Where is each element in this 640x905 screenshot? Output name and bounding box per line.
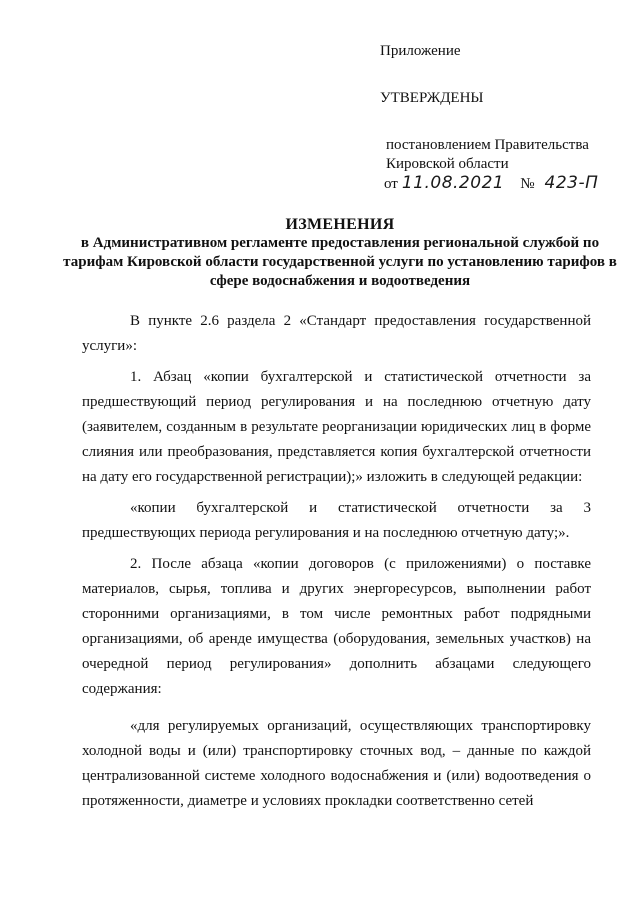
document-title: ИЗМЕНЕНИЯ [285, 216, 395, 233]
approved-label: УТВЕРЖДЕНЫ [380, 90, 484, 106]
approval-block [380, 42, 620, 194]
item-2-quote-paragraph: «для регулируемых организаций, осуществляющих транспортировку холодной воды и (или) транспортировку сточных вод, – данные по каждой централизованной системе холодного водоснабжения и (или) водоотведения о протяженности, диаметре и условиях прокладки соответственно сетей [82, 718, 591, 809]
appendix-label: Приложение [380, 43, 461, 59]
intro-paragraph: В пункте 2.6 раздела 2 «Стандарт предоставления государственной услуги»: [82, 313, 591, 354]
decree-date-number-line [384, 174, 620, 194]
handwritten-number: 423-П [544, 173, 599, 193]
decree-line: постановлением Правительства [386, 137, 589, 153]
document-body [82, 309, 591, 814]
item-1-quote-paragraph: «копии бухгалтерской и статистической отчетности за 3 предшествующих периода регулирования и на последнюю отчетную дату;». [82, 500, 591, 541]
item-2-paragraph: 2. После абзаца «копии договоров (с приложениями) о поставке материалов, сырья, топлива и других энергоресурсов, выполнении работ сторонними организациями, в том числе ремонтных работ подрядными организациями, об аренде имущества (оборудования, земельных участков) на очередной период регулирования» дополнить абзацами следующего содержания: [82, 556, 591, 697]
item-1-paragraph: 1. Абзац «копии бухгалтерской и статистической отчетности за предшествующий период регулирования и на последнюю отчетную дату (заявителем, созданным в результате реорганизации юридических лиц в форме слияния или преобразования, представляется копия бухгалтерской отчетности на дату его государственной регистрации);» изложить в следующей редакции: [82, 369, 591, 485]
document-subtitle: в Административном регламенте предоставления региональной службой по тарифам Кировской области государственной услуги по установлению тарифов в сфере водоснабжения и водоотведения [63, 235, 617, 289]
number-sign: № [520, 176, 535, 192]
handwritten-date: 11.08.2021 [401, 173, 505, 193]
region-line: Кировской области [386, 156, 509, 172]
from-label: от [384, 176, 398, 192]
document-heading [60, 216, 620, 291]
